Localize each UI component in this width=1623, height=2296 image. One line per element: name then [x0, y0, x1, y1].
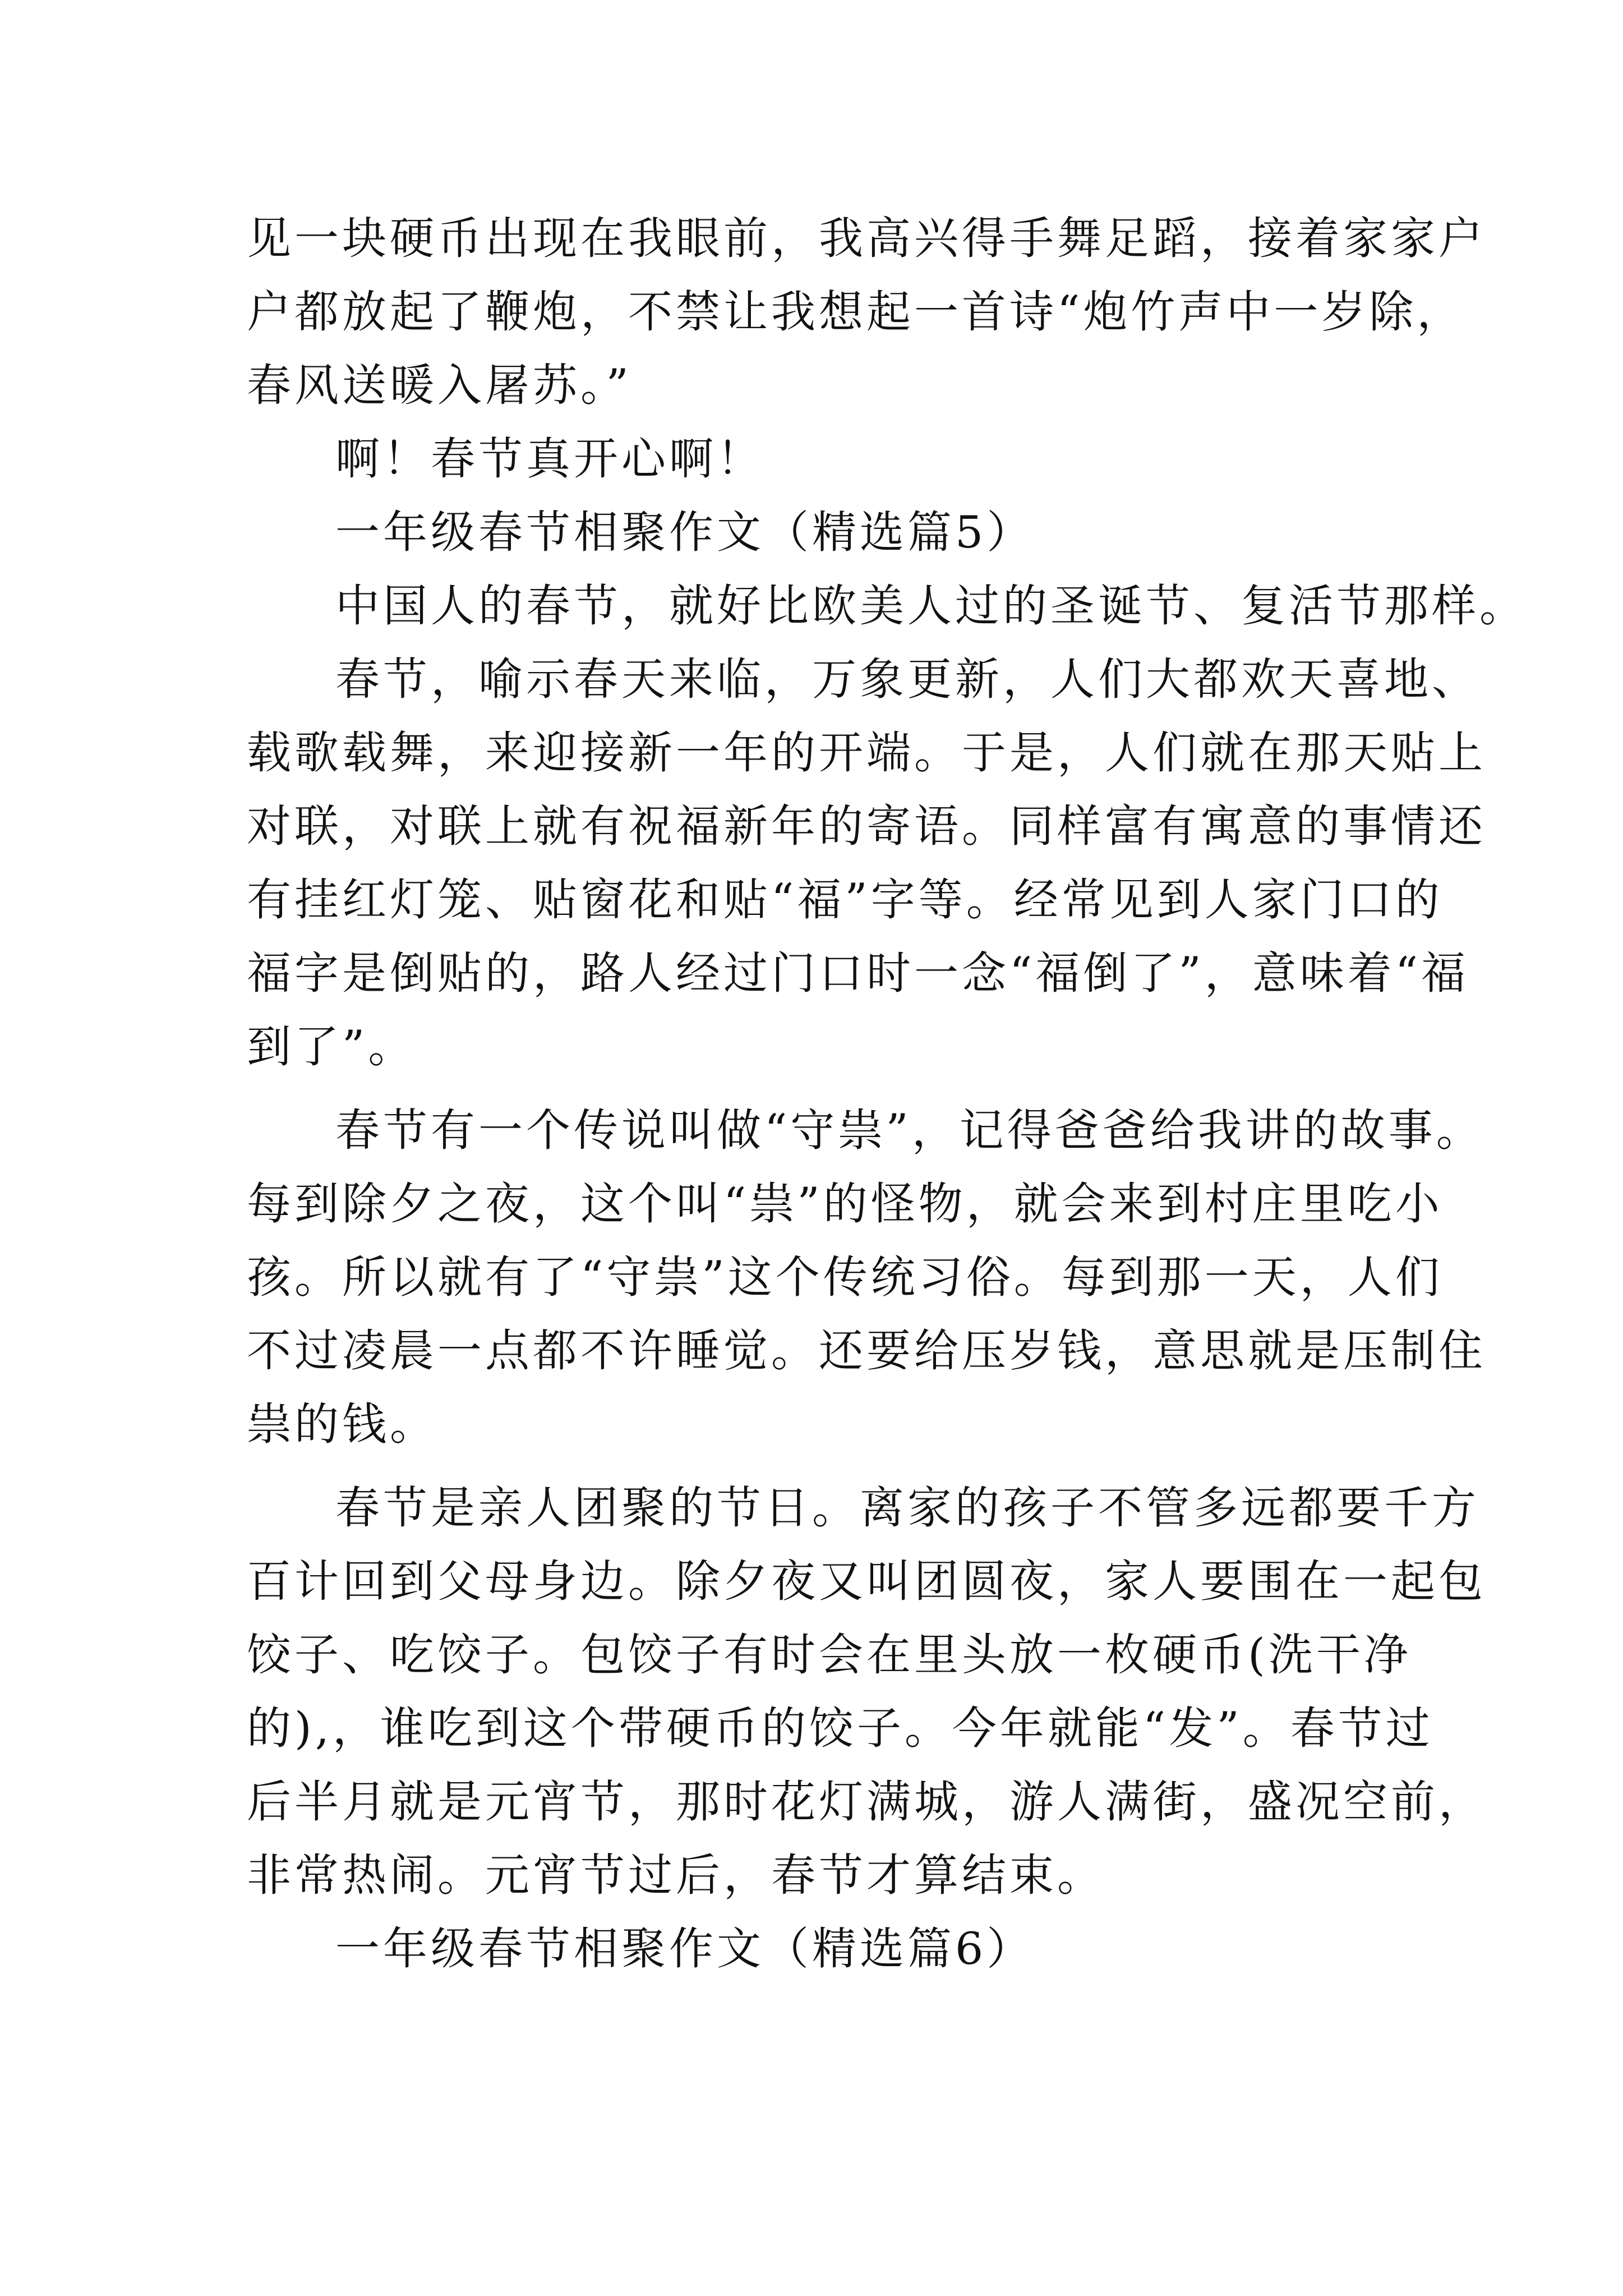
text-line: 不过凌晨一点都不许睡觉。还要给压岁钱，意思就是压制住: [247, 1325, 1486, 1377]
paragraph-reunion: [247, 1471, 1486, 1912]
text-line: 非常热闹。元宵节过后，春节才算结束。: [247, 1849, 1105, 1901]
text-line: 饺子、吃饺子。包饺子有时会在里头放一枚硬币(洗干净: [247, 1629, 1412, 1681]
text-line: 春节，喻示春天来临，万象更新，人们大都欢天喜地、: [335, 654, 1479, 705]
text-line: 孩。所以就有了“守祟”这个传统习俗。每到那一天，人们: [247, 1251, 1443, 1303]
paragraph-intro: [247, 569, 1527, 643]
document-page: [247, 202, 1527, 1986]
text-line: 后半月就是元宵节，那时花灯满城，游人满街，盛况空前，: [247, 1776, 1486, 1828]
text-line: 啊！春节真开心啊！: [335, 433, 764, 485]
paragraph-legend: [247, 1094, 1486, 1461]
paragraph-customs: [247, 643, 1486, 1084]
text-line: 中国人的春节，就好比欧美人过的圣诞节、复活节那样。: [335, 580, 1527, 632]
text-line: 每到除夕之夜，这个叫“祟”的怪物，就会来到村庄里吃小: [247, 1178, 1443, 1230]
text-line: 的),，谁吃到这个带硬币的饺子。今年就能“发”。春节过: [247, 1703, 1433, 1754]
text-line: 春风送暖入屠苏。”: [247, 360, 632, 411]
section-heading-6: [247, 1912, 1402, 1986]
text-line: 载歌载舞，来迎接新一年的开端。于是，人们就在那天贴上: [247, 727, 1486, 779]
text-line: 户都放起了鞭炮，不禁让我想起一首诗“炮竹声中一岁除，: [247, 286, 1465, 338]
paragraph-continuation: [247, 202, 1486, 422]
text-line: 对联，对联上就有祝福新年的寄语。同样富有寓意的事情还: [247, 800, 1486, 852]
text-line: 有挂红灯笼、贴窗花和贴“福”字等。经常见到人家门口的: [247, 874, 1443, 926]
text-line: 见一块硬币出现在我眼前，我高兴得手舞足蹈，接着家家户: [247, 213, 1486, 264]
paragraph-exclamation: [247, 422, 1402, 496]
text-line: 百计回到父母身边。除夕夜又叫团圆夜，家人要围在一起包: [247, 1556, 1486, 1607]
heading-line: 一年级春节相聚作文（精选篇5）: [335, 507, 1035, 558]
text-line: 祟的钱。: [247, 1398, 437, 1450]
text-line: 春节是亲人团聚的节日。离家的孩子不管多远都要千方: [335, 1482, 1479, 1534]
text-line: 到了”。: [247, 1021, 416, 1073]
heading-line: 一年级春节相聚作文（精选篇6）: [335, 1923, 1035, 1975]
section-heading-5: [247, 496, 1402, 569]
text-line: 福字是倒贴的，路人经过门口时一念“福倒了”，意味着“福: [247, 947, 1469, 999]
text-line: 春节有一个传说叫做“守祟”，记得爸爸给我讲的故事。: [335, 1105, 1484, 1156]
